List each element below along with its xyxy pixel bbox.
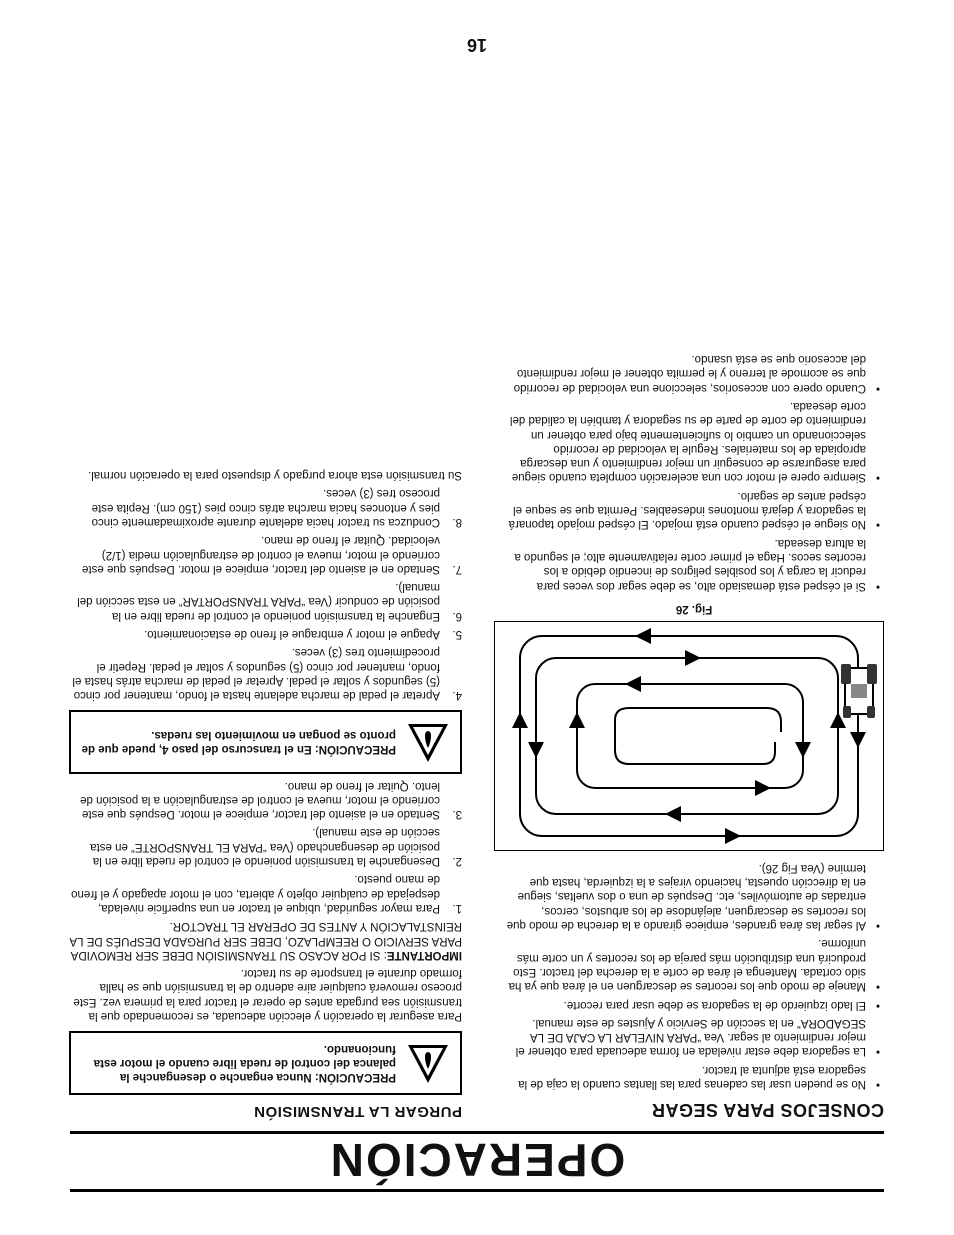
important-text: : SI POR ACASO SU TRANSMISIÓN DEBE SER REMOVIDA PARA SERVICIO O REEMPLAZO, DEBE SER PURGADA DESPUÉS DE LA REINSTALACIÓN Y ANTES DE OPERAR EL TRACTOR.	[70, 920, 462, 961]
purge-steps-b	[69, 486, 462, 702]
title-rule-top	[70, 1189, 884, 1192]
warning-icon	[406, 1041, 450, 1085]
tip-item: • Al segar las área grandes, empiece girando a la derecha de modo que los recortes se descarguen, alejándose de los arbustos, cercos, entradas de automóviles, etc. Después de una o dos vueltas, siegue en la dirección opuesta, haciendo virajes a la izquierda, hasta que termine (Vea Fig 26).	[504, 861, 884, 932]
important-note	[69, 919, 462, 962]
inner-spiral	[615, 708, 781, 764]
mowing-tips-column	[504, 348, 884, 1120]
mowing-tips-list-a	[504, 861, 884, 1091]
step-number: 2.	[452, 855, 462, 868]
step-text: Enganche la transmisión poniendo el control de rueda libre en la posición de conducir (Vea “PARA TRANSPORTAR” en esta sección del manual).	[77, 581, 440, 622]
step-number: 3.	[452, 808, 462, 821]
page-title: OPERACIÓN	[328, 1134, 626, 1186]
tip-item: • Siempre opere el motor con una aceleración completa cuando siegue para asegurarse de conseguir un mejor rendimiento y una descarga apropiada de los materiales. Regule la velocidad de recorrido seleccionando un cambio lo suficientemente bajo para obtener un rendimiento de corte de parte de su segadora y también la calidad del corte deseada.	[504, 399, 884, 485]
title-rule-bottom	[70, 1131, 884, 1134]
mowing-tips-heading: CONSEJOS PARA SEGAR	[651, 1100, 884, 1120]
mowing-pattern-figure	[494, 621, 884, 851]
warning-icon	[406, 720, 450, 764]
tractor-icon	[841, 664, 877, 718]
step-text: Sentado en el asiento del tractor, empiece el motor. Después que este corriendo el motor, mueva el control de estrangulación media (1/2) velocidad. Quitar el freno de mano.	[82, 534, 440, 575]
step-number: 8.	[452, 515, 462, 528]
figure-caption: Fig. 26	[675, 602, 713, 615]
purge-transmission-column	[69, 464, 462, 1120]
mowing-pattern-diagram	[495, 622, 883, 850]
step-number: 5.	[452, 628, 462, 641]
caution-box	[69, 1031, 462, 1095]
tip-item: • Cuando opere con accesorios, seleccione una velocidad de recorrido que se acomode al terreno y le permita obtener el mejor rendimiento del accesorio que se está usando.	[504, 352, 884, 395]
purge-transmission-heading: PURGAR LA TRANSMISIÓN	[253, 1103, 462, 1120]
purge-steps-a	[69, 778, 462, 915]
step-item	[69, 872, 462, 915]
caution-box	[69, 710, 462, 774]
inner-path	[577, 684, 803, 788]
step-text: Desenganche la transmisión poniendo el control de rueda libre en la posición de desenganchado (Vea “PARA EL TRANSPORTE” en esta sección de este manual).	[90, 826, 440, 868]
step-item	[69, 645, 462, 702]
tip-item: • No siegue el césped cuando está mojado. El césped mojado taponará la segadora y dejará montones indeseables. Permita que se seque el césped antes de segarlo.	[504, 488, 884, 531]
step-text: Apague el motor y embrague el freno de estacionamiento.	[144, 628, 440, 641]
caution-text: PRECAUCIÓN: En el transcurso del paso 4, puede que de pronto se pongan en movimiento las ruedas.	[81, 729, 396, 756]
page-number: 16	[466, 35, 488, 55]
step-number: 4.	[452, 689, 462, 702]
step-number: 7.	[452, 562, 462, 575]
step-item	[69, 580, 462, 623]
tip-item: • No se pueden usar las cadenas para las llantas cuando la caja de la segadora está adjunta al tractor.	[504, 1062, 884, 1091]
step-text: Apretar el pedal de marcha adelante hasta el fondo, mantener por cinco (5) segundos y soltar el pedal. Apretar el pedal de marcha atrás hasta el fondo, mantener por cinco (5) segundos y soltar el pedal. Repetir el procedimiento tres (3) veces.	[72, 646, 440, 702]
step-item	[69, 778, 462, 821]
middle-path	[536, 658, 838, 814]
closing-paragraph: Su transmisión esta ahora purgado y dispuesto para la operación normal.	[88, 469, 462, 482]
mowing-tips-list-b	[504, 352, 884, 593]
tip-item: • La segadora debe estar nivelada en forma adecuada para obtener el mejor rendimiento al segar. Vea “PARA NIVELAR LA CAJA DE LA SEGADORA” en la sección de Servicio y Ajustes de este manual.	[504, 1016, 884, 1059]
step-item	[69, 486, 462, 529]
step-item	[69, 533, 462, 576]
step-item	[69, 825, 462, 868]
step-number: 6.	[452, 609, 462, 622]
intro-paragraph: Para asegurar la operación y elección adecuada, es recomendado que la transmisión sea purgada antes de operar el tractor para la primera vez. Este proceso removerá cualquier aire adentro de la transmisión que se halla formado durante el transporte de su tractor.	[73, 967, 462, 1022]
outer-path	[520, 636, 858, 836]
step-text: Conduzca su tractor hacia adelante durante aproximadamente cinco pies y entonces hacia marcha atrás cinco pies (150 cm). Repita este proceso tres (3) veces.	[91, 487, 440, 528]
important-label: IMPORTANTE	[386, 948, 462, 961]
caution-text: PRECAUCIÓN: Nunca enganche o desenganche la palanca del control de rueda libre cuando el motor esta funcionando.	[93, 1043, 396, 1083]
tip-item: • Maneje de modo que los recortes se descarguen en el área que ya ha sido cortada. Mantenga el área de corte a la derecha del tractor. Esto producirá una distribución más pareja de los recortes y un corte más uniforme.	[504, 936, 884, 993]
tip-item: • El lado izquierdo de la segadora se debe usar para recorte.	[504, 997, 884, 1011]
step-text: Sentado en el asiento del tractor, empiece el motor. Después que este corriendo el motor, mueva el control de estrangulación a la posición de lento. Quitar el freno de mano.	[80, 779, 440, 821]
step-number: 1.	[452, 901, 462, 914]
step-text: Para mayor seguridad, ubique el tractor en una superficie nivelada, despejada de cualquier objeto y abierta, con el motor apagado y el freno de mano puesto.	[71, 873, 440, 914]
tip-item: • Si el césped está demasiado alto, se debe segar dos veces para reducir la carga y los posibles peligros de incendio debido a los recortes secos. Haga el primer corte relativamente alto; el segundo a la altura deseada.	[504, 535, 884, 592]
step-item	[69, 627, 462, 641]
